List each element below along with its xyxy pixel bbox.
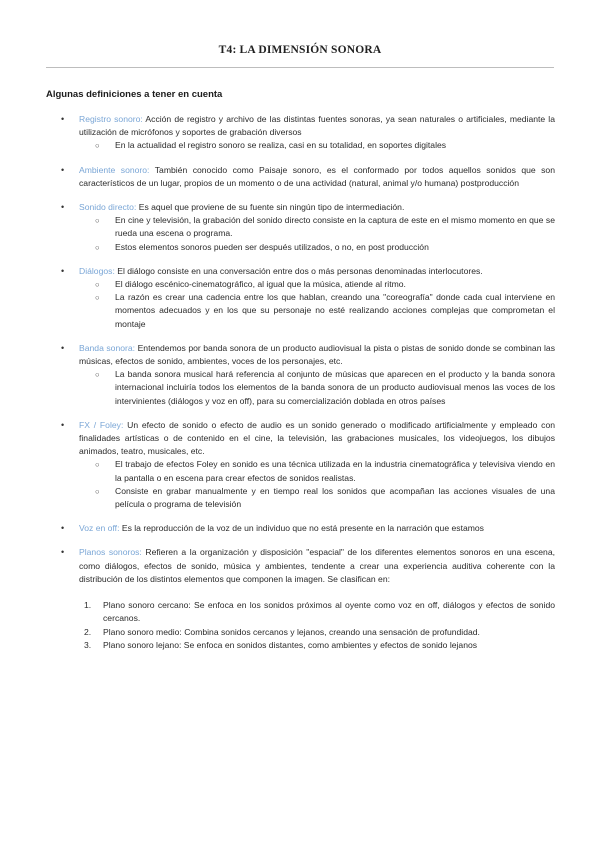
- definition-text: [79, 164, 555, 190]
- numbered-list: [67, 599, 555, 652]
- circle-bullet-icon: ○: [95, 242, 100, 252]
- numbered-item-text: Plano sonoro medio: Combina sonidos cercanos y lejanos, creando una sensación de profundidad.: [103, 626, 480, 637]
- sub-item-text: Consiste en grabar manualmente y en tiempo real los sonidos que acompañan las acciones visuales de una película o programa de televisión: [115, 485, 555, 510]
- definition-body: Acción de registro y archivo de las distintas fuentes sonoras, ya sean naturales o artificiales, mediante la utilización de micrófonos y soportes de grabación diversos: [79, 114, 555, 138]
- definition-text: [79, 522, 555, 535]
- circle-bullet-icon: ○: [95, 370, 100, 380]
- bullet-icon: •: [61, 202, 65, 213]
- definition-item: [46, 265, 555, 331]
- circle-bullet-icon: ○: [95, 293, 100, 303]
- bullet-icon: •: [61, 114, 65, 124]
- bullet-icon: •: [61, 523, 65, 534]
- circle-bullet-icon: ○: [95, 280, 100, 290]
- definition-text: [79, 546, 555, 586]
- sub-item: [79, 139, 555, 152]
- definition-term: Planos sonoros:: [79, 547, 142, 558]
- numbered-item-text: Plano sonoro lejano: Se enfoca en sonidos distantes, como ambientes y efectos de sonido lejanos: [103, 639, 478, 650]
- bullet-icon: •: [61, 419, 65, 430]
- sub-item: [79, 485, 555, 511]
- sub-item-text: La banda sonora musical hará referencia al conjunto de músicas que aparecen en el producto y la banda sonora internacional incluiría todos los elementos de la banda sonora de un producto audiovisual menos las voces de los intervinientes (diálogos y voz en off), para su comercialización doblada en otros países: [115, 369, 555, 406]
- bullet-icon: •: [61, 265, 65, 276]
- definition-body: Es la reproducción de la voz de un individuo que no está presente en la narración que estamos: [119, 523, 484, 534]
- sub-item-text: El diálogo escénico-cinematográfico, al igual que la música, atiende al ritmo.: [115, 279, 406, 290]
- definition-term: Voz en off:: [79, 523, 120, 534]
- bullet-icon: •: [61, 342, 65, 353]
- item-number: 2.: [84, 626, 92, 637]
- sub-item-text: Estos elementos sonoros pueden ser después utilizados, o no, en post producción: [115, 241, 429, 252]
- definition-text: [79, 201, 555, 214]
- sub-item: [79, 458, 555, 484]
- definition-body: Entendemos por banda sonora de un producto audiovisual la pista o pistas de sonido donde se combinan las músicas, efectos de sonido, ambientes, voces de los personajes, etc.: [79, 342, 556, 367]
- definition-term: Banda sonora:: [79, 342, 136, 353]
- definition-item: [46, 342, 555, 408]
- sub-item-text: El trabajo de efectos Foley en sonido es una técnica utilizada en la industria cinematográfica y televisiva viendo en la pantalla o en escena para crear efectos de sonidos realistas.: [115, 459, 555, 483]
- definition-item: [46, 546, 555, 651]
- definition-item: [46, 522, 555, 535]
- definition-body: Es aquel que proviene de su fuente sin ningún tipo de intermediación.: [136, 202, 405, 213]
- page-title: T4: LA DIMENSIÓN SONORA: [218, 44, 382, 56]
- definition-item: [46, 419, 555, 511]
- item-number: 1.: [84, 600, 92, 611]
- sub-item-text: En la actualidad el registro sonoro se realiza, casi en su totalidad, en soportes digitales: [115, 140, 447, 151]
- definition-item: [46, 113, 555, 153]
- numbered-item: [67, 599, 555, 625]
- definition-text: [79, 419, 555, 459]
- definition-body: También conocido como Paisaje sonoro, es el conformado por todos aquellos sonidos que son característicos de un lugar, propios de un momento o de una actividad (natural, animal y/o humana) postproducción: [79, 164, 555, 188]
- definition-body: Un efecto de sonido o efecto de audio es un sonido generado o modificado artificialmente y empleado con finalidades artísticas o de contenido en el cine, la televisión, las grabaciones musicales, los videojuegos, los dibujos animados, teatro, musicales, etc.: [79, 419, 556, 457]
- definition-term: Registro sonoro:: [79, 114, 143, 124]
- circle-bullet-icon: ○: [95, 141, 100, 151]
- definition-text: [79, 265, 555, 278]
- definition-term: Diálogos:: [79, 265, 115, 276]
- sub-item: [79, 368, 555, 408]
- numbered-item: [67, 626, 555, 639]
- sub-item: [79, 291, 555, 331]
- bullet-icon: •: [61, 547, 65, 558]
- definition-body: Refieren a la organización y disposición "espacial" de los diferentes elementos sonoros en una escena, como diálogos, efectos de sonido, música y ambientes, tendente a crear una experiencia auditiva coherente con la distribución de los distintos elementos que componen la imagen. Se clasifican en:: [79, 547, 555, 584]
- item-number: 3.: [84, 639, 92, 650]
- sub-item: [79, 214, 555, 240]
- sub-item: [79, 241, 555, 254]
- definition-text: [79, 113, 555, 139]
- definition-item: [46, 201, 555, 254]
- definition-term: Ambiente sonoro:: [79, 164, 150, 175]
- numbered-item: [67, 639, 555, 652]
- definition-item: [46, 164, 555, 190]
- title-divider: [46, 67, 554, 68]
- definition-term: FX / Foley:: [79, 419, 124, 430]
- definitions-list: [46, 113, 555, 663]
- section-heading: Algunas definiciones a tener en cuenta: [46, 89, 223, 100]
- circle-bullet-icon: ○: [95, 216, 100, 226]
- definition-text: [79, 342, 555, 368]
- numbered-item-text: Plano sonoro cercano: Se enfoca en los sonidos próximos al oyente como voz en off, diálogos y efectos de sonido cercanos.: [103, 600, 555, 624]
- bullet-icon: •: [61, 164, 65, 175]
- definition-body: El diálogo consiste en una conversación entre dos o más personas denominadas interlocutores.: [114, 265, 483, 276]
- sub-item-text: En cine y televisión, la grabación del sonido directo consiste en la captura de este en el mismo momento en que se rueda una escena o programa.: [115, 215, 555, 239]
- sub-item: [79, 278, 555, 291]
- sub-item-text: La razón es crear una cadencia entre los que hablan, creando una "coreografía" donde cada cual interviene en momentos adecuados y en los que su personaje no esté realizando acciones complejas que comprometan el montaje: [115, 292, 555, 329]
- circle-bullet-icon: ○: [95, 486, 100, 496]
- definition-term: Sonido directo:: [79, 202, 137, 213]
- circle-bullet-icon: ○: [95, 460, 100, 470]
